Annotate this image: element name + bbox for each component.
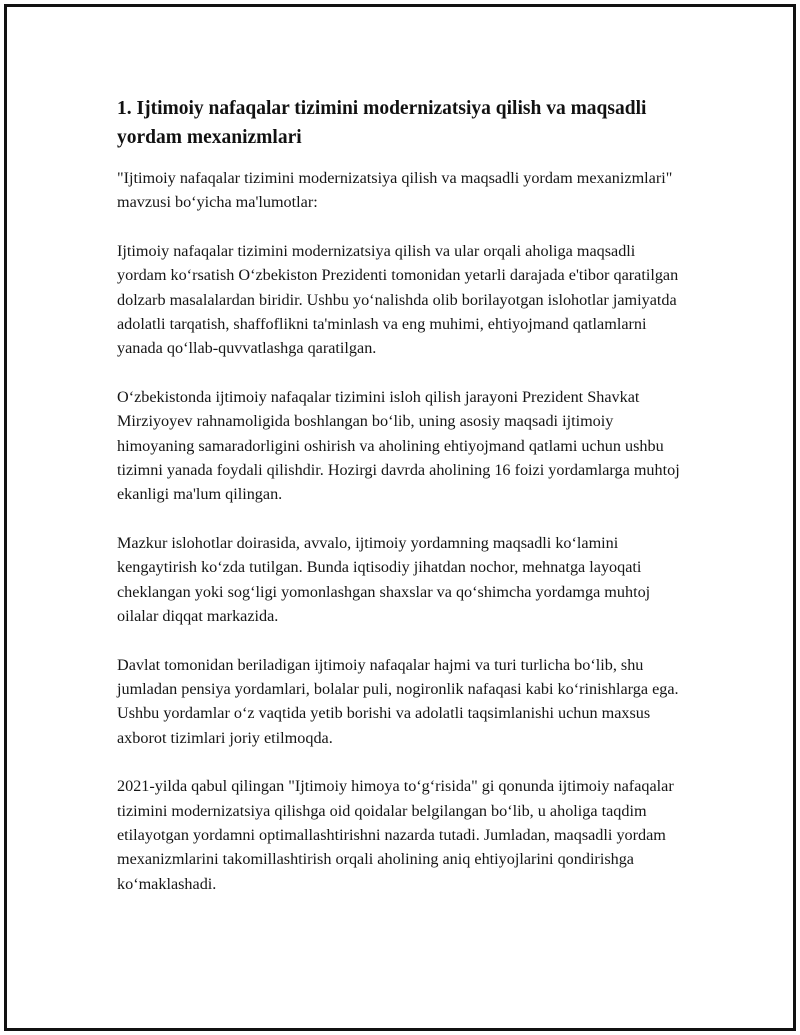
- paragraph-intro: "Ijtimoiy nafaqalar tizimini modernizatsiya qilish va maqsadli yordam mexanizmlari" mavzusi bo‘yicha ma'lumotlar:: [117, 169, 673, 212]
- section-heading: 1. Ijtimoiy nafaqalar tizimini modernizatsiya qilish va maqsadli yordam mexanizmlari: [117, 98, 647, 148]
- paragraph-reform-process: O‘zbekistonda ijtimoiy nafaqalar tizimini isloh qilish jarayoni Prezident Shavkat Mirziyoyev rahnamoligida boshlangan bo‘lib, uning asosiy maqsadi ijtimoiy himoyaning samaradorligini oshirish va aholining ehtiyojmand qatlami uchun ushbu tizimni yanada foydali qilishdir. Hozirgi davrda aholining 16 foizi yordamlarga muhtoj ekanligi ma'lum qilingan.: [117, 387, 680, 504]
- paragraph-overview: Ijtimoiy nafaqalar tizimini modernizatsiya qilish va ular orqali aholiga maqsadli yordam ko‘rsatish O‘zbekiston Prezidenti tomonidan yetarli darajada e'tibor qaratilgan dolzarb masalalardan biridir. Ushbu yo‘nalishda olib borilayotgan islohotlar jamiyatda adolatli tarqatish, shaffoflikni ta'minlash va eng muhimi, ehtiyojmand qatlamlarni yanada qo‘llab-quvvatlashga qaratilgan.: [117, 241, 679, 358]
- paragraph-targeting: Mazkur islohotlar doirasida, avvalo, ijtimoiy yordamning maqsadli ko‘lamini kengaytirish ko‘zda tutilgan. Bunda iqtisodiy jihatdan nochor, mehnatga layoqati cheklangan yoki sog‘ligi yomonlashgan shaxslar va qo‘shimcha yordamga muhtoj oilalar diqqat markazida.: [117, 533, 651, 626]
- document-body: [117, 94, 687, 920]
- paragraph-legislation: 2021-yilda qabul qilingan "Ijtimoiy himoya to‘g‘risida" gi qonunda ijtimoiy nafaqalar tizimini modernizatsiya qilishga oid qoidalar belgilangan bo‘lib, u aholiga taqdim etilayotgan yordamni optimallashtirishni nazarda tutadi. Jumladan, maqsadli yordam mexanizmlarini takomillashtirish orqali aholining aniq ehtiyojlarini qondirishga ko‘maklashadi.: [117, 777, 674, 893]
- paragraph-benefit-types: Davlat tomonidan beriladigan ijtimoiy nafaqalar hajmi va turi turlicha bo‘lib, shu jumladan pensiya yordamlari, bolalar puli, nogironlik nafaqasi kabi ko‘rinishlarga ega. Ushbu yordamlar o‘z vaqtida yetib borishi va adolatli taqsimlanishi uchun maxsus axborot tizimlari joriy etilmoqda.: [117, 655, 679, 747]
